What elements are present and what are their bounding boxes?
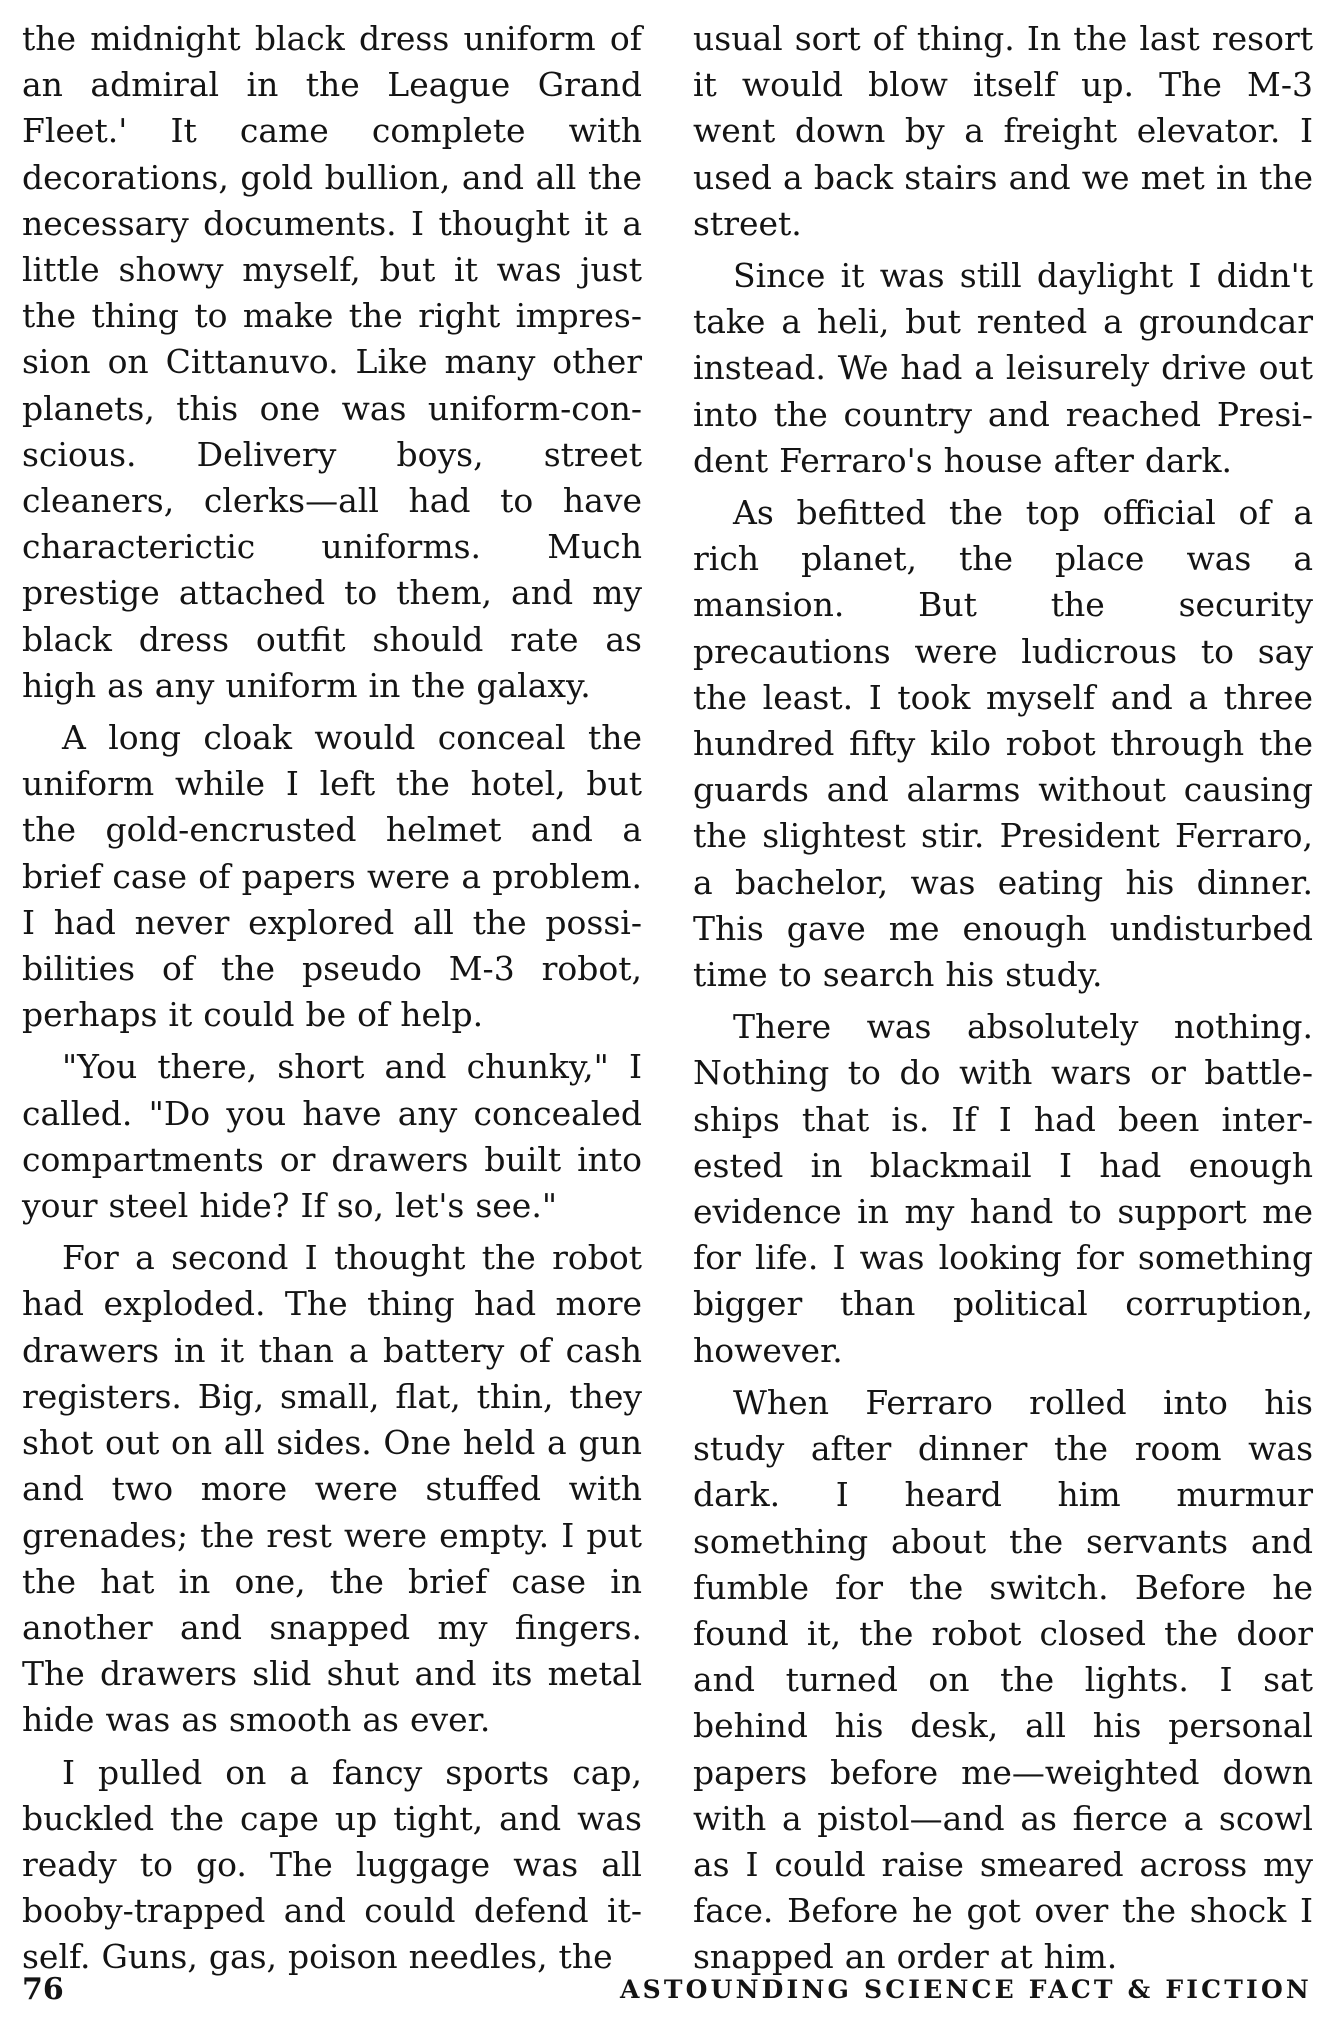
paragraph-continued: usual sort of thing. In the last resort it would blow itself up. The M-3 went down by a freight elevator. I used a back stairs and we met in the street. [693,19,1313,243]
page-footer [22,1968,1312,2012]
paragraph: "You there, short and chunky," I called. "Do you have any concealed compartments or drawers built into your steel hide? If so, let's see." [22,1047,642,1226]
running-title: ASTOUNDING SCIENCE FACT & FICTION [619,1975,1312,2004]
paragraph: A long cloak would conceal the uniform while I left the hotel, but the gold-encrusted helmet and a brief case of papers were a problem. I had never explored all the possibilities of the pseudo M-3 robot, perhaps it could be of help. [22,718,642,1035]
paragraph-continued: the midnight black dress uniform of an admiral in the League Grand Fleet.' It came complete with decorations, gold bullion, and all the necessary documents. I thought it a little showy myself, but it was just the thing to make the right impression on Cittanuvo. Like many other planets, this one was uniform-conscious. Delivery boys, street cleaners, clerks—all had to have characterictic uniforms. Much prestige attached to them, and my black dress outfit should rate as high as any uniform in the galaxy. [22,19,642,705]
text-column-right [693,16,1313,1987]
paragraph: For a second I thought the robot had exploded. The thing had more drawers in it than a battery of cash registers. Big, small, flat, thin, they shot out on all sides. One held a gun and two more were stuffed with grenades; the rest were empty. I put the hat in one, the brief case in another and snapped my fingers. The drawers slid shut and its metal hide was as smooth as ever. [22,1238,642,1740]
paragraph: As befitted the top official of a rich planet, the place was a mansion. But the security precautions were ludicrous to say the least. I took myself and a three hundred fifty kilo robot through the guards and alarms without causing the slightest stir. President Ferraro, a bachelor, was eating his dinner. This gave me enough undisturbed time to search his study. [693,493,1313,995]
paragraph: Since it was still daylight I didn't take a heli, but rented a groundcar instead. We had a leisurely drive out into the country and reached President Ferraro's house after dark. [693,256,1313,480]
page-number: 76 [22,1972,64,2007]
paragraph: I pulled on a fancy sports cap, buckled the cape up tight, and was ready to go. The luggage was all booby-trapped and could defend itself. Guns, gas, poison needles, the [22,1752,642,1977]
paragraph: When Ferraro rolled into his study after dinner the room was dark. I heard him murmur something about the servants and fumble for the switch. Before he found it, the robot closed the door and turned on the lights. I sat behind his desk, all his personal papers before me—weighted down with a pistol—and as fierce a scowl as I could raise smeared across my face. Before he got over the shock I snapped an order at him. [693,1382,1313,1977]
paragraph: There was absolutely nothing. Nothing to do with wars or battleships that is. If I had been interested in blackmail I had enough evidence in my hand to support me for life. I was looking for something bigger than political corruption, however. [693,1007,1313,1370]
text-column-left [22,16,642,1987]
